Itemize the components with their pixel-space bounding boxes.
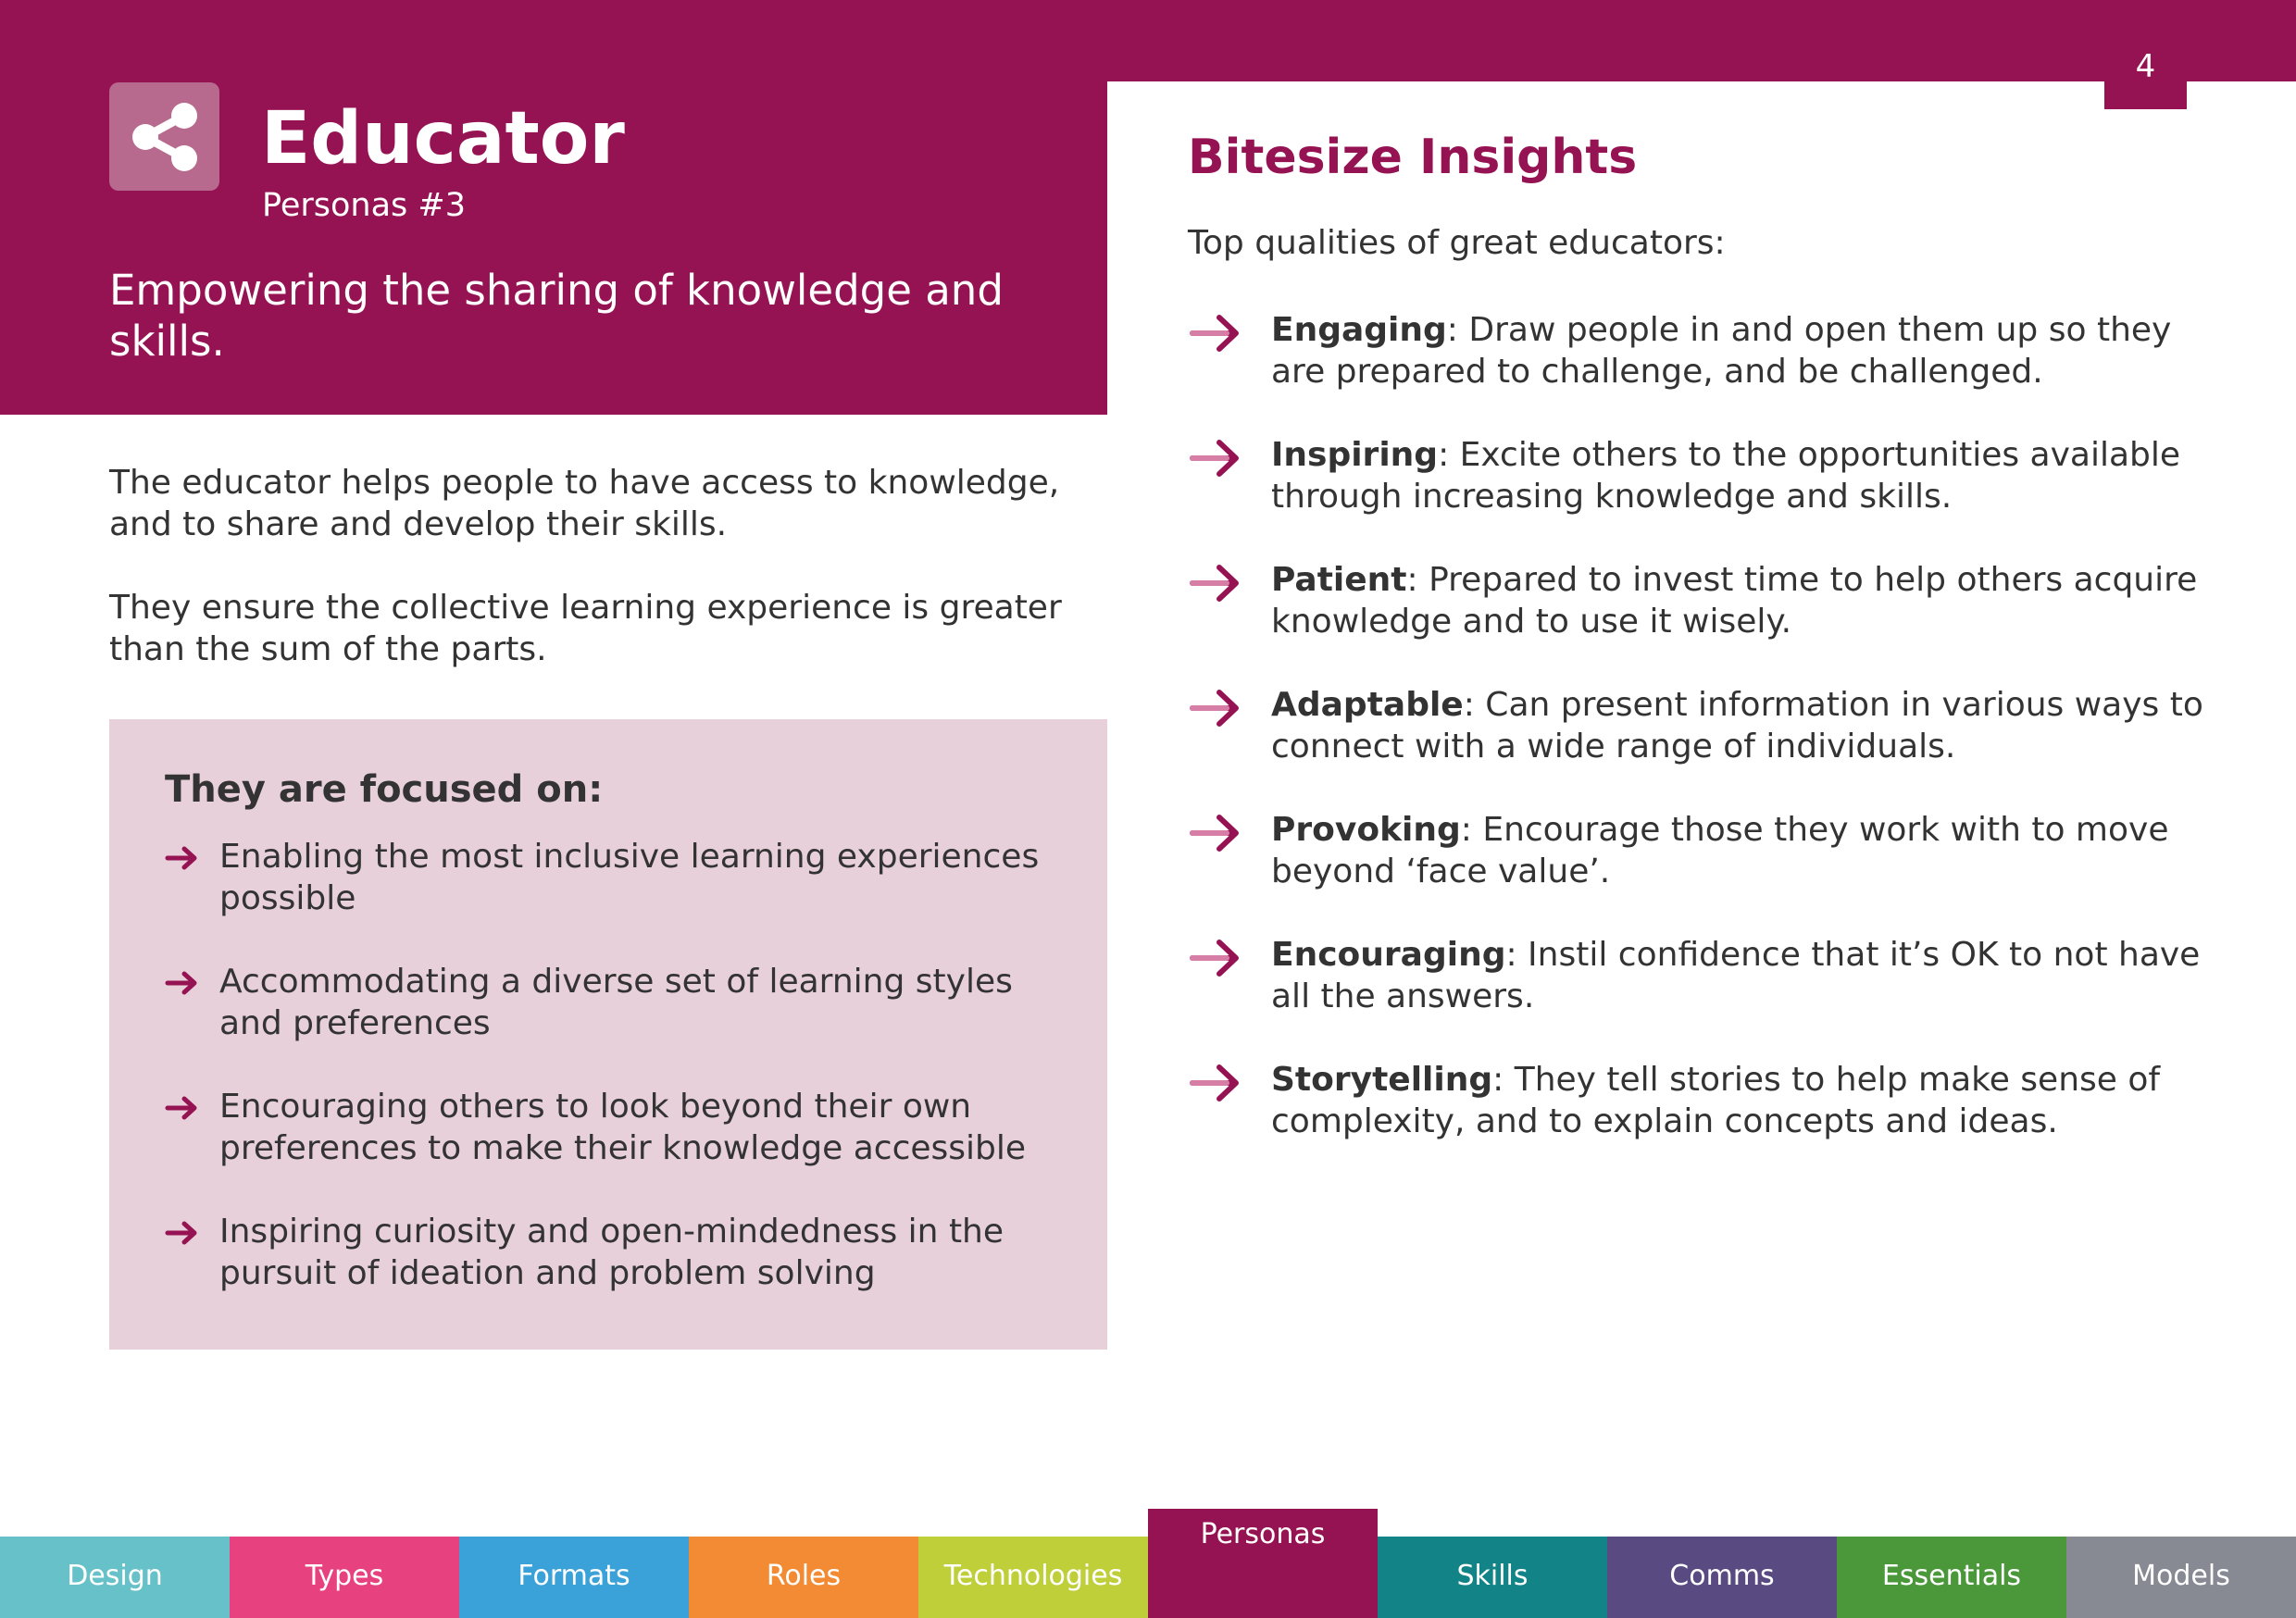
nav-tab-design[interactable]: Design [0, 1537, 230, 1618]
insight-text: : They tell stories to help make sense of complexity, and to explain concepts and ideas. [1271, 1061, 2161, 1140]
insight-text: : Draw people in and open them up so they are prepared to challenge, and be challenged. [1271, 311, 2172, 391]
insight-text: : Excite others to the opportunities available through increasing knowledge and skills. [1271, 436, 2181, 516]
insight-text: : Prepared to invest time to help others acquire knowledge and to use it wisely. [1271, 561, 2198, 641]
intro-text [109, 462, 1109, 712]
tagline: Empowering the sharing of knowledge and skills. [109, 266, 1004, 366]
insight-term: Encouraging [1271, 936, 1506, 974]
insights-intro: Top qualities of great educators: [1188, 224, 1726, 262]
arrow-right-icon [165, 845, 200, 871]
page-subtitle: Personas #3 [262, 187, 467, 224]
nav-tab-skills[interactable]: Skills [1378, 1537, 1607, 1618]
insights-title: Bitesize Insights [1188, 130, 1638, 185]
nav-tab-personas[interactable]: Personas [1148, 1509, 1378, 1618]
insight-text: : Instil confidence that it’s OK to not have all the answers. [1271, 936, 2201, 1015]
arrow-right-icon [1190, 936, 1242, 980]
focus-box [109, 719, 1107, 1350]
arrow-right-icon [1190, 1061, 1242, 1105]
nav-tab-formats[interactable]: Formats [459, 1537, 689, 1618]
insight-item [1188, 559, 2215, 684]
insight-item [1188, 434, 2215, 559]
bottom-nav [0, 1509, 2296, 1618]
arrow-right-icon [1190, 561, 1242, 605]
arrow-right-icon [1190, 311, 1242, 355]
insight-item [1188, 684, 2215, 809]
insight-text: : Encourage those they work with to move beyond ‘face value’. [1271, 811, 2169, 890]
intro-paragraph: The educator helps people to have access to knowledge, and to share and develop their skills. [109, 464, 1060, 543]
nav-tab-roles[interactable]: Roles [689, 1537, 918, 1618]
insight-item [1188, 809, 2215, 934]
arrow-right-icon [165, 970, 200, 996]
focus-item-text: Accommodating a diverse set of learning styles and preferences [219, 963, 1013, 1042]
insights-list [1188, 309, 2215, 1184]
insight-item [1188, 1059, 2215, 1184]
insight-term: Adaptable [1271, 686, 1464, 724]
nav-tab-comms[interactable]: Comms [1607, 1537, 1837, 1618]
arrow-right-icon [1190, 811, 1242, 855]
insight-item [1188, 309, 2215, 434]
arrow-right-icon [1190, 436, 1242, 480]
insight-term: Inspiring [1271, 436, 1439, 474]
focus-item-text: Encouraging others to look beyond their own preferences to make their knowledge accessible [219, 1088, 1027, 1167]
page-number: 4 [2135, 48, 2156, 85]
nav-tab-technologies[interactable]: Technologies [918, 1537, 1148, 1618]
intro-paragraph: They ensure the collective learning experience is greater than the sum of the parts. [109, 589, 1062, 668]
focus-item [165, 1211, 1072, 1294]
focus-item [165, 1086, 1072, 1169]
insight-term: Provoking [1271, 811, 1461, 849]
insight-term: Patient [1271, 561, 1407, 599]
insight-term: Storytelling [1271, 1061, 1493, 1099]
nav-tab-models[interactable]: Models [2066, 1537, 2296, 1618]
share-icon [109, 82, 219, 191]
page-title: Educator [261, 97, 625, 180]
nav-tab-essentials[interactable]: Essentials [1837, 1537, 2066, 1618]
share-icon-glyph [125, 97, 205, 177]
arrow-right-icon [1190, 686, 1242, 730]
arrow-right-icon [165, 1220, 200, 1246]
insight-item [1188, 934, 2215, 1059]
focus-item-text: Enabling the most inclusive learning experiences possible [219, 838, 1040, 917]
focus-heading: They are focused on: [165, 768, 604, 811]
nav-tab-types[interactable]: Types [230, 1537, 459, 1618]
focus-item-text: Inspiring curiosity and open-mindedness in the pursuit of ideation and problem solving [219, 1213, 1004, 1292]
insight-text: : Can present information in various ways to connect with a wide range of individuals. [1271, 686, 2203, 765]
focus-item [165, 836, 1072, 919]
page-number-tab [2104, 81, 2187, 109]
focus-item [165, 961, 1072, 1044]
insight-term: Engaging [1271, 311, 1447, 349]
arrow-right-icon [165, 1095, 200, 1121]
